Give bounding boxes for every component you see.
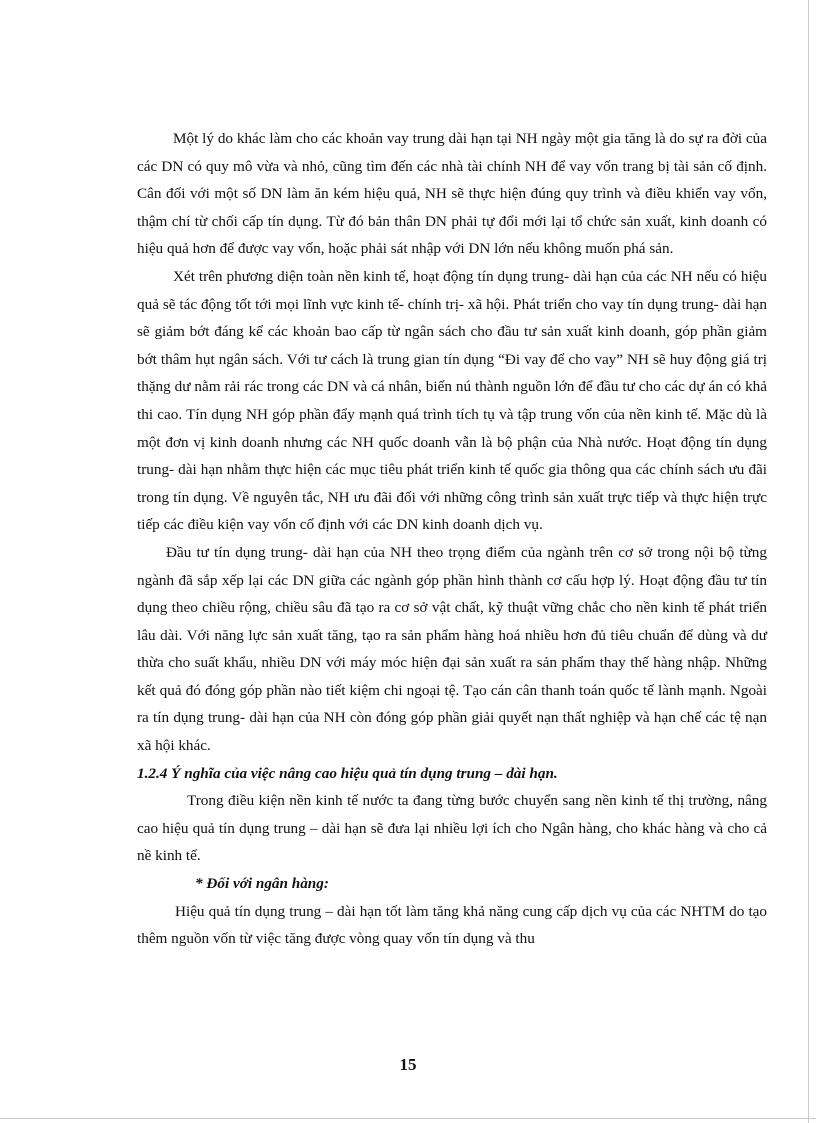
page-edge-bottom [0, 1118, 816, 1119]
subheading-for-banks: * Đối với ngân hàng: [195, 875, 329, 893]
document-body [137, 125, 767, 953]
page-edge-right [808, 0, 809, 1123]
paragraph-bank-benefits: Hiệu quả tín dụng trung – dài hạn tốt làm tăng khả năng cung cấp dịch vụ của các NHTM do tạo thêm nguồn vốn từ việc tăng được vòng quay vốn tín dụng và thu [137, 902, 767, 948]
page-number: 15 [399, 1055, 417, 1074]
paragraph-sector-investment: Đầu tư tín dụng trung- dài hạn của NH theo trọng điểm của ngành trên cơ sở trong nội bộ từng ngành đã sắp xếp lại các DN giữa các ngành góp phần hình thành cơ cấu hợp lý. Hoạt động đầu tư tín dụng theo chiều rộng, chiều sâu đã tạo ra cơ sở vật chất, kỹ thuật vững chắc cho nền kinh tế phát triển lâu dài. Với năng lực sản xuất tăng, tạo ra sản phẩm hàng hoá nhiều hơn đủ tiêu chuẩn để dùng và dư thừa cho suất khẩu, nhiều DN với máy móc hiện đại sản xuất ra sản phẩm thay thế hàng nhập. Những kết quả đó đóng góp phần nào tiết kiệm chi ngoại tệ. Tạo cán cân thanh toán quốc tế lành mạnh. Ngoài ra tín dụng trung- dài hạn của NH còn đóng góp phần giải quyết nạn thất nghiệp và hạn chế các tệ nạn xã hội khác. [137, 543, 767, 755]
section-heading: 1.2.4 Ý nghĩa của việc nâng cao hiệu quả tín dụng trung – dài hạn. [137, 764, 558, 782]
paragraph-economy-impact: Xét trên phương diện toàn nền kinh tế, hoạt động tín dụng trung- dài hạn của các NH nếu có hiệu quả sẽ tác động tốt tới mọi lĩnh vực kinh tế- chính trị- xã hội. Phát triển cho vay tín dụng trung- dài hạn sẽ giảm bớt đáng kể các khoản bao cấp từ ngân sách cho đầu tư sản xuất kinh doanh, góp phần giảm bớt thâm hụt ngân sách. Với tư cách là trung gian tín dụng “Đi vay để cho vay” NH sẽ huy động giá trị thặng dư nằm rải rác trong các DN và cá nhân, biến nú thành nguồn lớn để đầu tư cho các dự án có khả thi cao. Tín dụng NH góp phần đẩy mạnh quá trình tích tụ và tập trung vốn của nền kinh tế. Mặc dù là một đơn vị kinh doanh nhưng các NH quốc doanh vẫn là bộ phận của Nhà nước. Hoạt động tín dụng trung- dài hạn nhằm thực hiện các mục tiêu phát triển kinh tế quốc gia thông qua các chính sách ưu đãi trong tín dụng. Về nguyên tắc, NH ưu đãi đối với những công trình sản xuất trực tiếp và thực hiện trực tiếp các điều kiện vay vốn cố định với các DN kinh doanh dịch vụ. [137, 267, 767, 534]
paragraph-section-intro: Trong điều kiện nền kinh tế nước ta đang từng bước chuyển sang nền kinh tế thị trường, nâng cao hiệu quả tín dụng trung – dài hạn sẽ đưa lại nhiều lợi ích cho Ngân hàng, cho khác hàng và cho cả nề kinh tế. [137, 792, 767, 865]
paragraph-loan-growth: Một lý do khác làm cho các khoản vay trung dài hạn tại NH ngày một gia tăng là do sự ra đời của các DN có quy mô vừa và nhỏ, cũng tìm đến các nhà tài chính NH để vay vốn trang bị tài sản cố định. Cân đối với một số DN làm ăn kém hiệu quả, NH sẽ thực hiện đúng quy trình và điều khiển vay vốn, thậm chí từ chối cấp tín dụng. Từ đó bản thân DN phải tự đổi mới lại tổ chức sản xuất, kinh doanh có hiệu quả hơn để được vay vốn, hoặc phải sát nhập với DN lớn nếu không muốn phá sản. [137, 130, 767, 258]
